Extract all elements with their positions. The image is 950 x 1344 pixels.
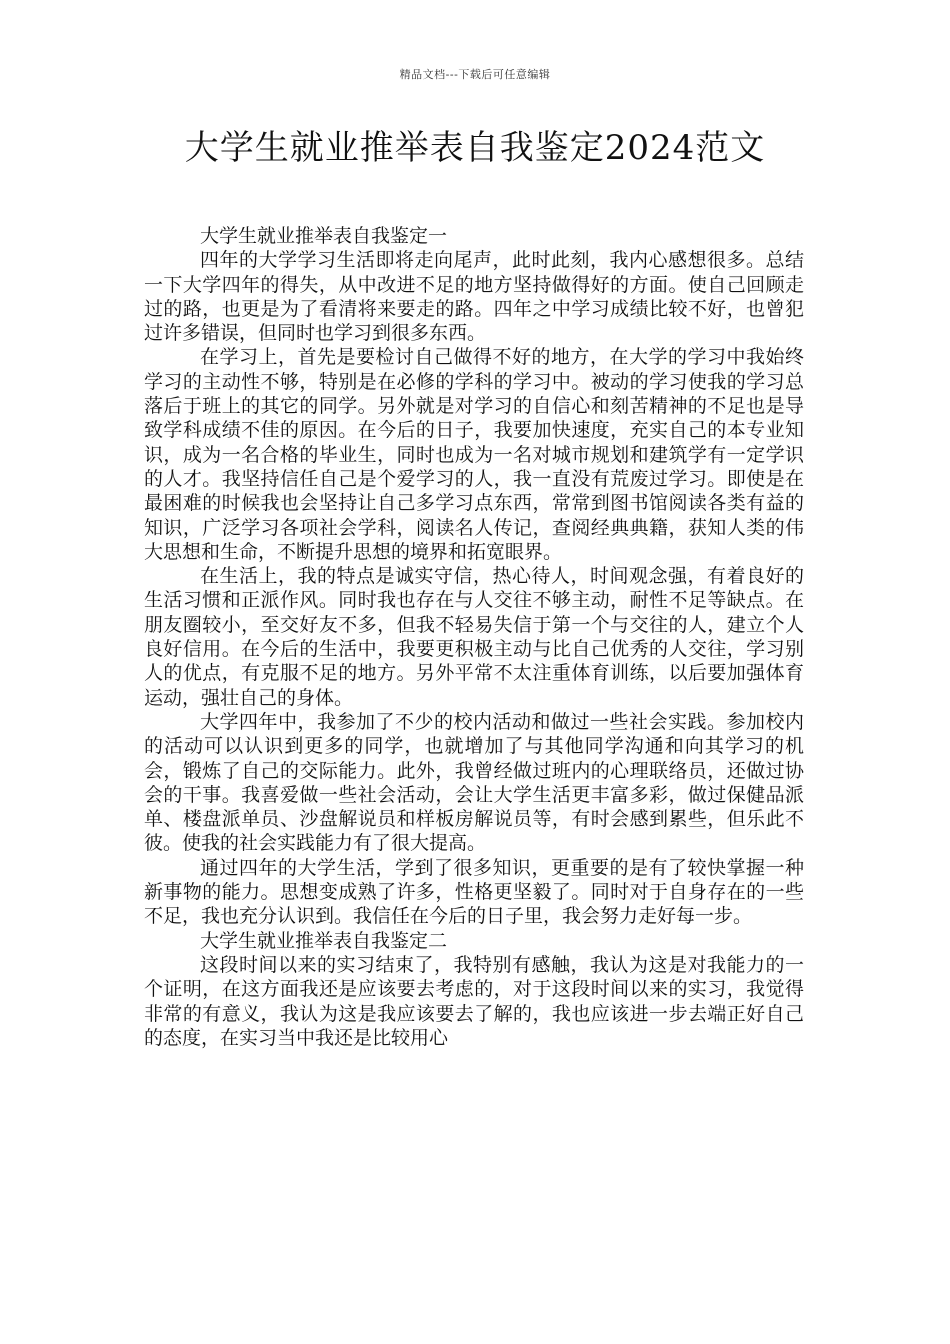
document-body	[144, 224, 804, 1050]
body-paragraph: 这段时间以来的实习结束了，我特别有感触，我认为这是对我能力的一个证明，在这方面我还是应该要去考虑的，对于这段时间以来的实习，我觉得非常的有意义，我认为这是我应该要去了解的，我也应该进一步去端正好自己的态度，在实习当中我还是比较用心	[144, 953, 804, 1049]
body-paragraph: 在学习上，首先是要检讨自己做得不好的地方，在大学的学习中我始终学习的主动性不够，特别是在必修的学科的学习中。被动的学习使我的学习总落后于班上的其它的同学。另外就是对学习的自信心和刻苦精神的不足也是导致学科成绩不佳的原因。在今后的日子，我要加快速度，充实自己的本专业知识，成为一名合格的毕业生，同时也成为一名对城市规划和建筑学有一定学识的人才。我坚持信任自己是个爱学习的人，我一直没有荒废过学习。即使是在最困难的时候我也会坚持让自己多学习点东西，常常到图书馆阅读各类有益的知识，广泛学习各项社会学科，阅读名人传记，查阅经典典籍，获知人类的伟大思想和生命，不断提升思想的境界和拓宽眼界。	[144, 346, 804, 563]
document-title: 大学生就业推举表自我鉴定2024范文	[184, 128, 766, 168]
body-paragraph: 大学四年中，我参加了不少的校内活动和做过一些社会实践。参加校内的活动可以认识到更多的同学，也就增加了与其他同学沟通和向其学习的机会，锻炼了自己的交际能力。此外，我曾经做过班内的心理联络员，还做过协会的干事。我喜爱做一些社会活动，会让大学生活更丰富多彩，做过保健品派单、楼盘派单员、沙盘解说员和样板房解说员等，有时会感到累些，但乐此不彼。使我的社会实践能力有了很大提高。	[144, 710, 804, 855]
section-heading-one: 大学生就业推举表自我鉴定一	[200, 225, 448, 247]
body-paragraph: 通过四年的大学生活，学到了很多知识，更重要的是有了较快掌握一种新事物的能力。思想变成熟了许多，性格更坚毅了。同时对于自身存在的一些不足，我也充分认识到。我信任在今后的日子里，我会努力走好每一步。	[144, 856, 804, 928]
body-paragraph: 四年的大学学习生活即将走向尾声，此时此刻，我内心感想很多。总结一下大学四年的得失，从中改进不足的地方坚持做得好的方面。使自己回顾走过的路，也更是为了看清将来要走的路。四年之中学习成绩比较不好，也曾犯过许多错误，但同时也学习到很多东西。	[144, 249, 804, 345]
body-paragraph: 在生活上，我的特点是诚实守信，热心待人，时间观念强，有着良好的生活习惯和正派作风。同时我也存在与人交往不够主动，耐性不足等缺点。在朋友圈较小，至交好友不多，但我不轻易失信于第一个与交往的人，建立个人良好信用。在今后的生活中，我要更积极主动与比自己优秀的人交往，学习别人的优点，有克服不足的地方。另外平常不太注重体育训练，以后要加强体育运动，强壮自己的身体。	[144, 565, 804, 709]
section-heading-two: 大学生就业推举表自我鉴定二	[200, 929, 448, 952]
header-note: 精品文档---下载后可任意编辑	[399, 68, 551, 81]
